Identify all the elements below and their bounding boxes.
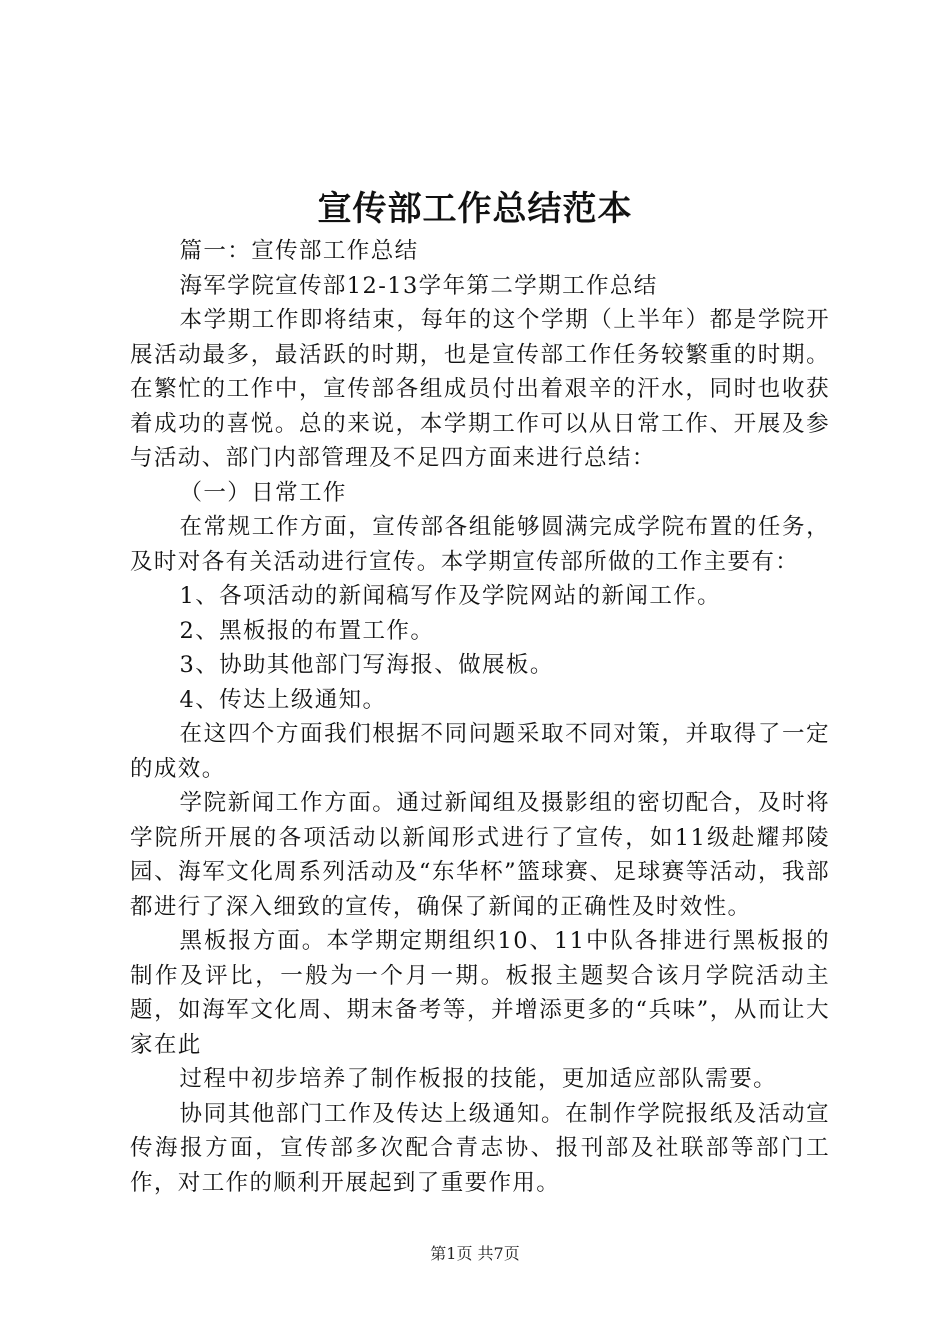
paragraph: 在常规工作方面，宣传部各组能够圆满完成学院布置的任务，及时对各有关活动进行宣传。本学期宣传部所做的工作主要有： <box>130 514 830 575</box>
list-item: 4、传达上级通知。 <box>179 686 387 713</box>
paragraph: 过程中初步培养了制作板报的技能，更加适应部队需要。 <box>179 1066 778 1092</box>
paragraph: 本学期工作即将结束，每年的这个学期（上半年）都是学院开展活动最多，最活跃的时期，也是宣传部工作任务较繁重的时期。在繁忙的工作中，宣传部各组成员付出着艰辛的汗水，同时也收获着成功的喜悦。总的来说，本学期工作可以从日常工作、开展及参与活动、部门内部管理及不足四方面来进行总结： <box>130 307 830 471</box>
list-item: 1、各项活动的新闻稿写作及学院网站的新闻工作。 <box>179 583 722 609</box>
page-number: 第1页 共7页 <box>430 1244 520 1263</box>
document-body <box>130 234 830 1200</box>
paragraph: 学院新闻工作方面。通过新闻组及摄影组的密切配合，及时将学院所开展的各项活动以新闻形式进行了宣传，如11级赴耀邦陵园、海军文化周系列活动及“东华杯”篮球赛、足球赛等活动，我部都进行了深入细致的宣传，确保了新闻的正确性及时效性。 <box>130 790 830 920</box>
document-title: 宣传部工作总结范本 <box>317 189 633 229</box>
section-heading: （一）日常工作 <box>179 479 347 506</box>
paragraph: 篇一：宣传部工作总结 <box>179 238 419 264</box>
list-item: 2、黑板报的布置工作。 <box>179 617 435 644</box>
paragraph: 海军学院宣传部12-13学年第二学期工作总结 <box>179 272 658 299</box>
paragraph: 在这四个方面我们根据不同问题采取不同对策，并取得了一定的成效。 <box>130 721 830 782</box>
paragraph: 协同其他部门工作及传达上级通知。在制作学院报纸及活动宣传海报方面，宣传部多次配合青志协、报刊部及社联部等部门工作，对工作的顺利开展起到了重要作用。 <box>130 1100 830 1196</box>
paragraph: 黑板报方面。本学期定期组织10、11中队各排进行黑板报的制作及评比，一般为一个月一期。板报主题契合该月学院活动主题，如海军文化周、期末备考等，并增添更多的“兵味”，从而让大家在此 <box>130 928 830 1058</box>
list-item: 3、协助其他部门写海报、做展板。 <box>179 652 554 678</box>
